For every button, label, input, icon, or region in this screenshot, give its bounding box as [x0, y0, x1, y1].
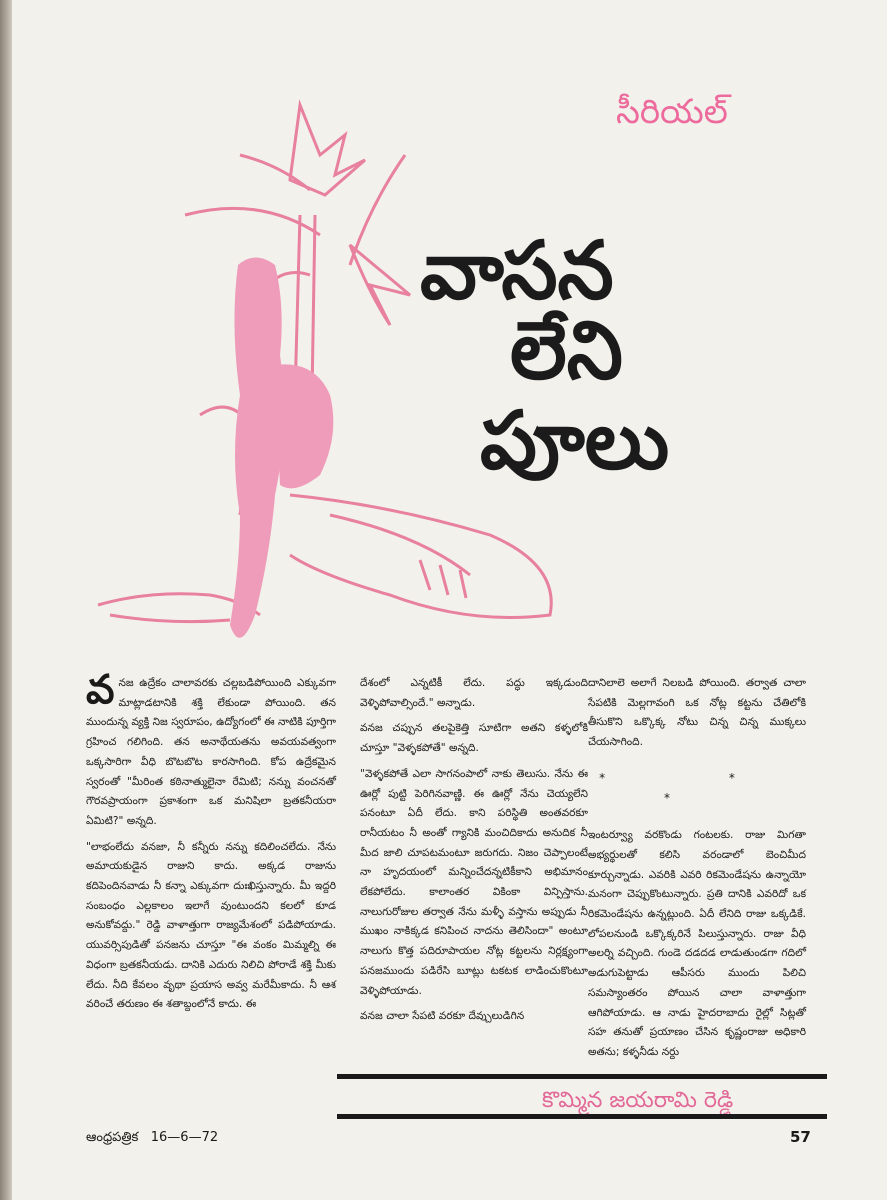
- paragraph-text: నజ ఉద్రేకం చాలావరకు చల్లబడిపోయింది ఎక్కువగా మాట్లాడటానికి శక్తి లేకుండా పోయింది. తన ముందున్న వ్యక్తి నిజ స్వరూపం, ఉద్యోగంలో ఈ నాటికి పూర్తిగా గ్రహించ గలిగింది. తన అనాథేయతను అవయవత్వంగా ఒక్కసారిగా వీధి బొటబొట కారసాగింది. కోప ఉద్రేకమైన స్వరంతో "మీరింత కఠినాత్ములైనా రేమిటి; నన్ను వంచనతో గౌరవప్రాయంగా ప్రకాశంగా ఒక మనిషిలా బ్రతకనీయరా ఏమిటి?" అన్నది.: [86, 677, 336, 827]
- author-name: కొమ్మిన జయరామి రెడ్డి: [542, 1088, 734, 1113]
- illustration-woman-with-flower: [90, 95, 570, 655]
- paragraph: దేశంలో ఎన్నటికీ లేదు. పద్ధు ఇక్కడుంది వెళ్ళిపోవాల్సిందే." అన్నాడు.: [360, 677, 588, 709]
- title-line-2: లేని: [510, 303, 623, 397]
- issue-date: 16—6—72: [150, 1130, 219, 1145]
- page-number: 57: [790, 1128, 811, 1146]
- footer-magazine-date: [86, 1130, 218, 1148]
- divider-top: [337, 1074, 827, 1079]
- paragraph: దానిలాలె అలాగే నిలబడి పోయింది. తర్వాత చాలా సేపటికి మెల్లగావంగి ఒక నోట్ల కట్టను చేతిలోకి తీసుకొని ఒక్కొక్క నోటు చిన్న చిన్న ముక్కలు చేయసాగింది.: [588, 677, 806, 749]
- section-break: * * *: [599, 770, 795, 805]
- serial-label: సీరియల్: [616, 92, 728, 132]
- drop-cap: వ: [86, 666, 115, 713]
- paragraph: "వెళ్ళకపోతే ఎలా సాగనంపాలో నాకు తెలుసు. నేను ఈ ఊర్లో పుట్టి పెరిగినవాణ్ణి. ఈ ఊర్లో నేను చెయ్యలేని పనంటూ ఏదీ లేదు. కాని పరిస్థితి అంతవరకూ రానీయటం నీ అంతో గ్యానికి మంచిదికాదు అనుదిక నీ మీద జాలి చూపటమంటూ జరుగదు. నిజం చెప్పాలంటే నా హృదయంలో మన్నించేదన్నటికీకాని అభిమానం లేకపోలేదు. కాలాంతర వికింకా విన్పిస్తాను. నాలుగురోజుల తర్వాత నేను మళ్ళీ వస్తాను అప్పుడు నీ ముఖం నాకిక్కడ కనిపించ నాదను తెలిసిందా" అంటూ నాలుగు కొత్త పదిరూపాయల నోట్ల కట్టలను నిర్లక్ష్యంగా పనజముందు పడిరేసి బూట్లు టకటక లాడించుకొంటూ వెళ్ళిపోయాడు.: [360, 767, 588, 997]
- divider-bottom: [337, 1114, 827, 1119]
- paragraph: [86, 666, 336, 832]
- text-column-1: [86, 666, 336, 1021]
- paragraph: వనజ చాలా సేపటి వరకూ దేవ్చులుడిగిన: [360, 1010, 525, 1023]
- paragraph: వనజ చప్పున తలపైకెత్తి సూటిగా అతని కళ్ళలోకి చూస్తూ "వెళ్ళకపోతే" అన్నది.: [360, 722, 588, 755]
- paragraph: "లాభంలేదు వనజా, నీ కన్నీరు నన్ను కదిలించలేదు. నేను అమాయకుడైన రాజుని కాదు. అక్కడ రాజును కదిపెందినవాడు నీ కన్నా ఎక్కువగా దుఃఖిస్తున్నారు. మీ ఇద్దరి సంబంధం ఎల్లకాలం ఇలాగే వుంటుందని కలలో కూడ అనుకోవద్దు." రెడ్డి వాళాత్తుగా రాజ్యమేశంలో పడిపోయాడు. యువర్సిపుడితో పనజను చూస్తూ "ఈ వంకం మిమ్మల్ని ఈ విధంగా బ్రతకనీయడు. దానికి ఎదురు నిలిచి పోరాడే శక్తి మీకు లేదు. నీది కేవలం వృథా ప్రయాస అవ్వ మరేమీకాదు. నీ ఆశ వరించే తరుణం ఈ శతాబ్దంలోనే కాదు. ఈ: [86, 840, 336, 1011]
- page-spine-shadow: [0, 0, 12, 1200]
- title-line-3: పూలు: [480, 393, 670, 487]
- text-column-2: [360, 674, 588, 1033]
- title-line-1: వాసన: [420, 223, 614, 317]
- paragraph: ఇంటర్వ్యూ వరకొండు గంటలకు. రాజు మిగతా అభ్యర్థులతో కలిసి వరండాలో బెంచిమీద కూర్చున్నాడు. ఎవరికి ఎవరి రికమెండేషను ఉన్నాయో మనంగా చెప్పుకొంటున్నారు. ప్రతి దానికి ఎవరిదో ఒక రికమెండేషను ఉన్నట్లుంది. ఏదీ లేనిది రాజు ఒక్కడికే. లోపలనుండి ఒక్కొక్కరినే పిలుస్తున్నారు. రాజు వీధి అలర్ని వచ్చింది. గుండె దడదడ లాడుతుండగా గదిలో అడుగుపెట్టాడు ఆపీసరు ముందు పిలిచి సమస్యాంతరం పోయిన చాలా వాళాత్తుగా ఆగిపోయాడు. ఆ నాడు హైదరాబాదు రైల్లో సిట్లతో సహ తనుతో ప్రయాణం చేసిన కృష్ణంరాజు అధికారి అతను; కళ్ళనీడు నర్దు: [588, 829, 806, 1058]
- text-column-3: [588, 674, 806, 1069]
- magazine-name: ఆంధ్రపత్రిక: [86, 1130, 139, 1145]
